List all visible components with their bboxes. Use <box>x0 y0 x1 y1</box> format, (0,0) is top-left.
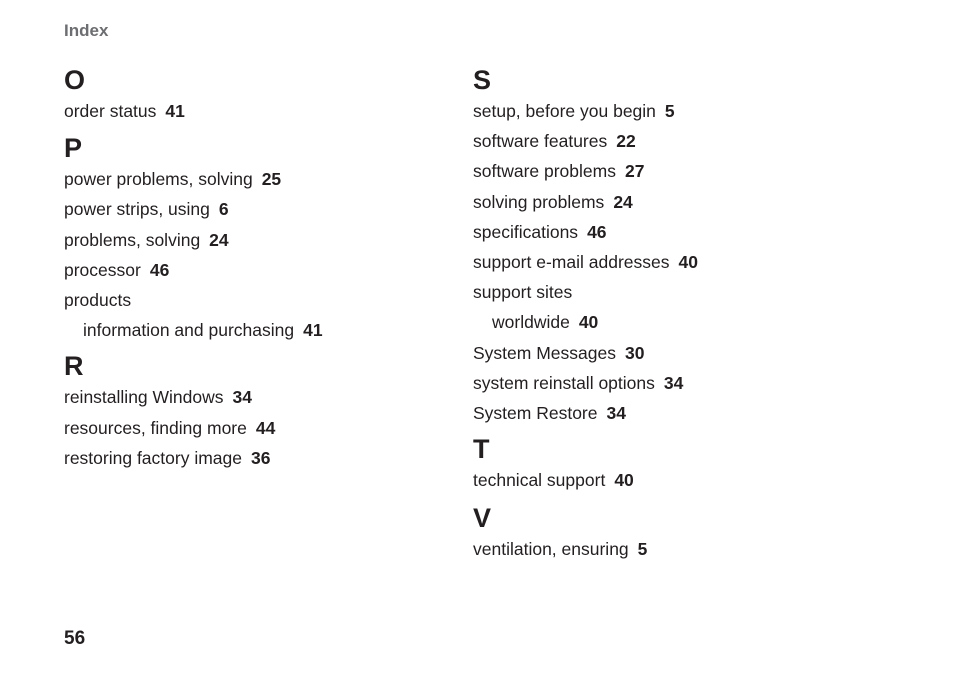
index-section-o <box>64 64 444 126</box>
index-entry <box>64 255 444 285</box>
index-column-right <box>473 64 853 564</box>
index-entry <box>473 247 853 277</box>
entry-term: specifications <box>473 221 579 242</box>
entry-term: resources, finding more <box>64 417 247 438</box>
page-number: 56 <box>64 628 86 649</box>
index-subentry <box>64 315 444 345</box>
section-letter: R <box>64 351 84 382</box>
entry-term: technical support <box>473 470 606 491</box>
entry-page-ref: 22 <box>616 131 636 152</box>
index-subentry <box>473 307 853 337</box>
entry-page-ref: 34 <box>606 402 626 423</box>
entry-page-ref: 24 <box>613 191 633 212</box>
entry-term: restoring factory image <box>64 447 242 468</box>
index-entry <box>64 194 444 224</box>
index-entry <box>473 156 853 186</box>
section-letter: O <box>64 65 86 95</box>
entry-term: information and purchasing <box>83 320 295 341</box>
index-entry <box>64 225 444 255</box>
entry-page-ref: 34 <box>663 372 684 393</box>
index-entry <box>64 96 444 126</box>
entry-page-ref: 40 <box>678 251 698 272</box>
index-entry <box>64 443 444 473</box>
entry-page-ref: 44 <box>255 417 276 438</box>
entry-page-ref: 46 <box>587 221 607 242</box>
entry-term: System Messages <box>473 342 616 363</box>
entry-term: System Restore <box>473 402 598 423</box>
entry-page-ref: 27 <box>624 161 645 182</box>
index-section-p <box>64 132 444 345</box>
section-letter: T <box>473 434 490 465</box>
index-section-v <box>473 502 853 564</box>
section-letter: S <box>473 65 492 95</box>
entry-page-ref: 5 <box>637 539 648 560</box>
entry-term: support sites <box>473 282 573 303</box>
index-entry <box>473 368 853 398</box>
entry-term: software problems <box>473 161 616 182</box>
running-header: Index <box>64 21 109 40</box>
index-entry <box>473 398 853 428</box>
entry-term: ventilation, ensuring <box>473 539 629 560</box>
entry-term: problems, solving <box>64 229 201 250</box>
entry-page-ref: 41 <box>303 320 323 341</box>
index-entry <box>473 534 853 564</box>
section-letter: V <box>473 503 492 534</box>
entry-term: reinstalling Windows <box>64 387 224 408</box>
index-entry <box>64 285 444 315</box>
entry-page-ref: 36 <box>251 447 271 468</box>
index-section-r <box>64 350 444 473</box>
index-entry <box>473 338 853 368</box>
entry-term: power problems, solving <box>64 169 253 190</box>
entry-term: worldwide <box>492 312 570 333</box>
entry-page-ref: 40 <box>614 470 634 491</box>
index-entry <box>473 187 853 217</box>
index-entry <box>64 413 444 443</box>
entry-page-ref: 6 <box>218 199 229 220</box>
entry-term: setup, before you begin <box>473 101 656 121</box>
entry-page-ref: 5 <box>664 101 675 121</box>
entry-term: processor <box>64 259 141 280</box>
index-entry <box>473 277 853 307</box>
entry-page-ref: 30 <box>624 342 645 363</box>
entry-page-ref: 46 <box>149 259 170 280</box>
entry-term: order status <box>64 101 157 121</box>
index-column-left <box>64 64 444 473</box>
index-entry <box>64 382 444 412</box>
entry-page-ref: 34 <box>232 387 252 408</box>
index-entry <box>473 126 853 156</box>
index-entry <box>64 164 444 194</box>
entry-term: power strips, using <box>64 199 210 220</box>
entry-term: products <box>64 289 132 310</box>
entry-term: solving problems <box>473 191 605 212</box>
entry-page-ref: 25 <box>261 169 282 190</box>
section-letter: P <box>64 133 83 164</box>
index-section-t <box>473 433 853 495</box>
entry-term: system reinstall options <box>473 372 655 393</box>
entry-term: software features <box>473 131 608 152</box>
entry-page-ref: 40 <box>578 312 599 333</box>
index-entry <box>473 96 853 126</box>
entry-page-ref: 41 <box>165 101 185 121</box>
index-entry <box>473 465 853 495</box>
entry-term: support e-mail addresses <box>473 251 670 272</box>
index-section-s <box>473 64 853 428</box>
entry-page-ref: 24 <box>209 229 229 250</box>
index-entry <box>473 217 853 247</box>
